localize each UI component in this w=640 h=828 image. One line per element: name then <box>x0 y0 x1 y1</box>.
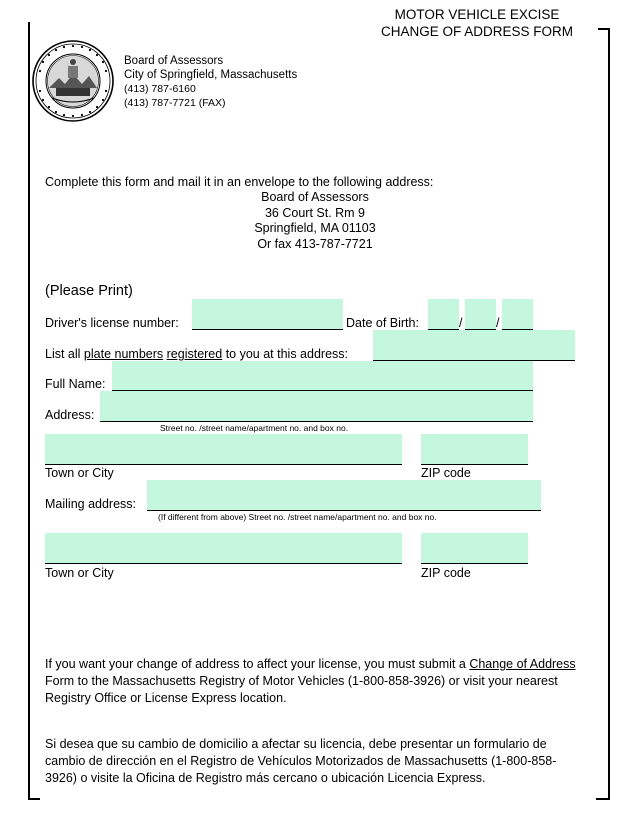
office-city: City of Springfield, Massachusetts <box>124 69 298 81</box>
mailing-address-field[interactable] <box>147 480 541 511</box>
form-title-line1: MOTOR VEHICLE EXCISE <box>394 7 560 22</box>
address-label: Address: <box>45 408 95 422</box>
registered-link[interactable]: registered <box>166 347 223 361</box>
office-phone: (413) 787-6160 <box>124 83 196 95</box>
license-label: Driver's license number: <box>45 316 179 330</box>
form-title-line2: CHANGE OF ADDRESS FORM <box>380 24 574 39</box>
frame-right-border <box>608 28 610 800</box>
office-name: Board of Assessors <box>124 55 224 67</box>
frame-left-border <box>28 22 30 800</box>
dob-separator-1: / <box>459 316 463 330</box>
zip-field[interactable] <box>421 434 528 465</box>
mailing-zip-label: ZIP code <box>421 566 471 580</box>
mailing-town-label: Town or City <box>45 566 114 580</box>
address-field[interactable] <box>100 391 533 422</box>
mail-address-line3: Springfield, MA 01103 <box>254 221 376 235</box>
plates-label-suffix: to you at this address: <box>225 347 348 361</box>
mailing-address-label: Mailing address: <box>45 497 137 511</box>
license-notice-part1: If you want your change of address to affect your license, you must submit a <box>45 657 466 671</box>
plate-numbers-link[interactable]: plate numbers <box>83 347 164 361</box>
zip-label: ZIP code <box>421 466 471 480</box>
frame-bottom-left-corner <box>28 798 40 800</box>
license-notice-english <box>45 656 585 707</box>
full-name-field[interactable] <box>112 361 533 391</box>
mail-address-block <box>185 190 445 252</box>
dob-year-field[interactable] <box>502 299 533 330</box>
town-label: Town or City <box>45 466 114 480</box>
dob-separator-2: / <box>496 316 500 330</box>
mailing-town-field[interactable] <box>45 533 402 564</box>
please-print-label: (Please Print) <box>45 283 133 299</box>
mail-address-line4: Or fax 413-787-7721 <box>257 236 373 251</box>
plates-label <box>45 347 348 361</box>
mail-intro: Complete this form and mail it in an envelope to the following address: <box>45 175 434 189</box>
plate-numbers-field[interactable] <box>373 330 575 361</box>
license-notice-spanish: Si desea que su cambio de domicilio a afectar su licencia, debe presentar un formulario de cambio de dirección en el Registro de Vehículos Motorizados de Massachusetts (1-800-858-3926) o visite la Oficina de Registro más cercano o ubicación Licencia Express. <box>45 737 557 785</box>
city-of-springfield-seal-icon <box>32 40 114 122</box>
dob-day-field[interactable] <box>465 299 496 330</box>
frame-bottom-right-corner <box>596 798 610 800</box>
town-field[interactable] <box>45 434 402 465</box>
plates-label-prefix: List all <box>45 347 81 361</box>
form-title <box>357 6 597 40</box>
mailing-zip-field[interactable] <box>421 533 528 564</box>
office-info <box>124 54 297 110</box>
address-hint: Street no. /street name/apartment no. and box no. <box>160 423 349 433</box>
mailing-address-hint: (If different from above) Street no. /street name/apartment no. and box no. <box>158 512 437 522</box>
frame-top-right-corner <box>598 28 610 30</box>
dob-label: Date of Birth: <box>346 316 419 330</box>
change-of-address-link[interactable]: Change of Address <box>469 657 576 671</box>
mail-address-line1: Board of Assessors <box>261 190 369 204</box>
fullname-label: Full Name: <box>45 377 106 391</box>
license-notice-part2: Form to the Massachusetts Registry of Motor Vehicles (1-800-858-3926) or visit your nearest Registry Office or License Express location. <box>45 674 558 705</box>
license-number-field[interactable] <box>192 299 343 330</box>
dob-month-field[interactable] <box>428 299 459 330</box>
mail-address-line2: 36 Court St. Rm 9 <box>264 205 366 220</box>
office-fax: (413) 787-7721 (FAX) <box>124 97 226 109</box>
